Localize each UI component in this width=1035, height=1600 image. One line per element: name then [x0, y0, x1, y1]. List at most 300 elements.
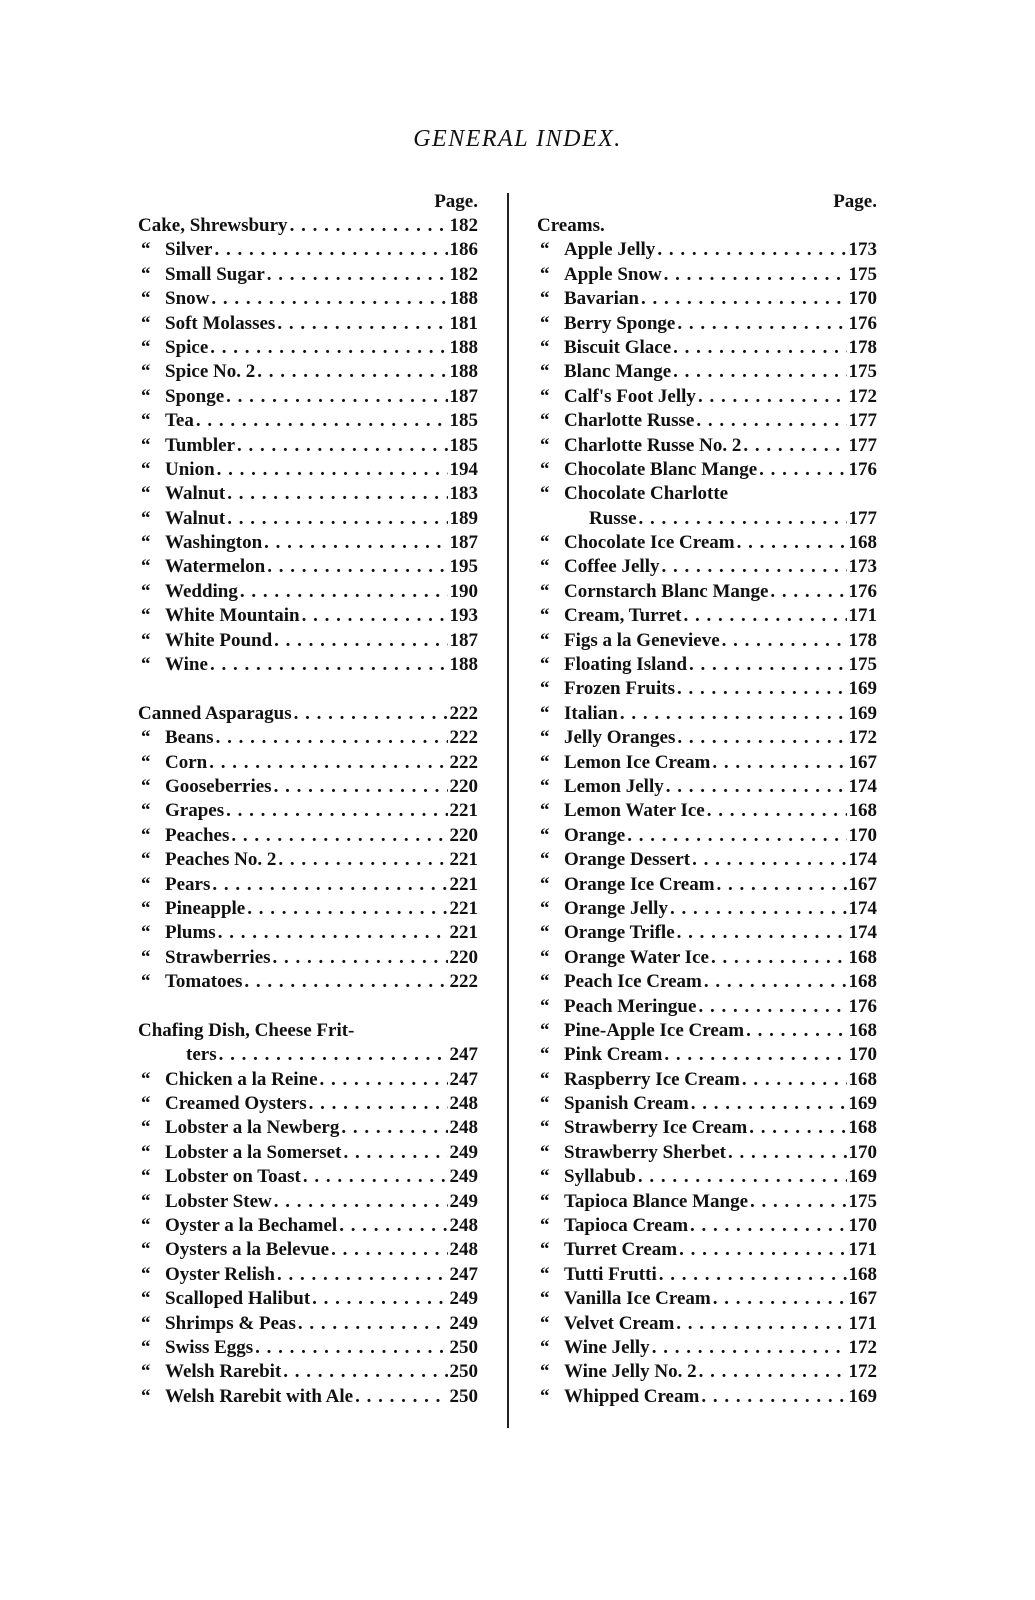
entry-page: 169	[848, 678, 877, 700]
index-entry	[537, 897, 877, 921]
index-entry	[537, 1263, 877, 1287]
entry-page: 169	[848, 1093, 877, 1115]
ditto-mark: “	[540, 1141, 550, 1163]
leader-dots	[226, 385, 447, 409]
leader-dots	[696, 409, 846, 433]
ditto-mark: “	[540, 385, 550, 407]
leader-dots	[691, 1092, 847, 1116]
entry-page: 220	[449, 946, 478, 968]
leader-dots	[746, 1019, 846, 1043]
index-entry	[138, 1385, 478, 1409]
leader-dots	[676, 1312, 846, 1336]
index-entry	[537, 970, 877, 994]
entry-page: 221	[449, 849, 478, 871]
entry-page: 170	[848, 1141, 877, 1163]
ditto-mark: “	[141, 483, 151, 505]
index-entry	[537, 1068, 877, 1092]
entry-text: Wine Jelly No. 2	[564, 1361, 697, 1383]
ditto-mark: “	[141, 727, 151, 749]
entry-page: 173	[848, 239, 877, 261]
ditto-mark: “	[141, 1263, 151, 1285]
entry-page: 183	[449, 483, 478, 505]
entry-page: 170	[848, 1215, 877, 1237]
entry-page: 177	[848, 410, 877, 432]
leader-dots	[638, 1165, 847, 1189]
leader-dots	[302, 604, 448, 628]
ditto-mark: “	[141, 312, 151, 334]
index-entry	[138, 1043, 478, 1067]
entry-page: 169	[848, 702, 877, 724]
entry-text: Plums	[165, 922, 216, 944]
entry-page: 188	[449, 288, 478, 310]
index-entry	[537, 1214, 877, 1238]
index-entry	[138, 458, 478, 482]
entry-text: Orange Ice Cream	[564, 873, 715, 895]
index-entry	[537, 482, 877, 506]
index-entry	[537, 702, 877, 726]
column-divider	[507, 193, 509, 1428]
entry-page: 170	[848, 288, 877, 310]
index-entry	[138, 629, 478, 653]
entry-text: Peach Ice Cream	[564, 971, 702, 993]
entry-text: Tea	[165, 410, 194, 432]
leader-dots	[677, 726, 846, 750]
leader-dots	[620, 702, 847, 726]
entry-text: Walnut	[165, 483, 226, 505]
entry-page: 176	[848, 458, 877, 480]
entry-text: Velvet Cream	[564, 1312, 675, 1334]
entry-text: Peach Meringue	[564, 995, 697, 1017]
entry-text: Oysters a la Belevue	[165, 1239, 330, 1261]
leader-dots	[274, 629, 447, 653]
entry-page: 220	[449, 824, 478, 846]
ditto-mark: “	[141, 873, 151, 895]
leader-dots	[274, 1190, 448, 1214]
index-entry	[537, 1141, 877, 1165]
entry-page: 172	[848, 1336, 877, 1358]
ditto-mark: “	[141, 263, 151, 285]
leader-dots	[627, 824, 846, 848]
entry-page: 222	[449, 751, 478, 773]
entry-text: Frozen Fruits	[564, 678, 675, 700]
leader-dots	[312, 1287, 447, 1311]
ditto-mark: “	[540, 1068, 550, 1090]
entry-text: Spice No. 2	[165, 361, 256, 383]
entry-page: 168	[848, 1068, 877, 1090]
ditto-mark: “	[141, 946, 151, 968]
ditto-mark: “	[540, 849, 550, 871]
ditto-mark: “	[540, 532, 550, 554]
ditto-mark: “	[540, 1215, 550, 1237]
entry-page: 222	[449, 702, 478, 724]
leader-dots	[749, 1116, 846, 1140]
entry-text: Cornstarch Blanc Mange	[564, 580, 769, 602]
ditto-mark: “	[540, 1288, 550, 1310]
index-entry	[537, 1385, 877, 1409]
entry-text: Washington	[165, 532, 263, 554]
leader-dots	[237, 434, 447, 458]
index-entry	[537, 360, 877, 384]
index-entry	[537, 238, 877, 262]
index-entry	[537, 1336, 877, 1360]
ditto-mark: “	[540, 434, 550, 456]
index-entry	[537, 1238, 877, 1262]
entry-page: 170	[848, 1044, 877, 1066]
index-entry	[138, 482, 478, 506]
leader-dots	[699, 1360, 847, 1384]
index-entry	[537, 1190, 877, 1214]
entry-text: Italian	[564, 702, 618, 724]
ditto-mark: “	[540, 1044, 550, 1066]
entry-page: 175	[848, 361, 877, 383]
entry-page: 182	[449, 263, 478, 285]
index-entry	[138, 555, 478, 579]
entry-text: Pears	[165, 873, 211, 895]
index-entry	[537, 1287, 877, 1311]
ditto-mark: “	[141, 1068, 151, 1090]
leader-dots	[226, 799, 447, 823]
index-entry	[138, 580, 478, 604]
leader-dots	[677, 677, 847, 701]
ditto-mark: “	[141, 1312, 151, 1334]
leader-dots	[227, 482, 447, 506]
entry-list	[138, 238, 478, 677]
entry-page: 194	[449, 458, 478, 480]
ditto-mark: “	[540, 1239, 550, 1261]
entry-text: Silver	[165, 239, 213, 261]
index-entry	[138, 360, 478, 384]
leader-dots	[664, 1043, 846, 1067]
ditto-mark: “	[141, 1190, 151, 1212]
entry-text: Scalloped Halibut	[165, 1288, 311, 1310]
entry-text: Strawberry Sherbet	[564, 1141, 726, 1163]
ditto-mark: “	[540, 678, 550, 700]
leader-dots	[298, 1312, 448, 1336]
entry-page: 168	[848, 971, 877, 993]
index-entry	[138, 507, 478, 531]
index-entry	[537, 531, 877, 555]
leader-dots	[216, 726, 448, 750]
leader-dots	[722, 629, 847, 653]
leader-dots	[209, 751, 447, 775]
leader-dots	[712, 751, 846, 775]
ditto-mark: “	[141, 775, 151, 797]
entry-text: Tapioca Cream	[564, 1215, 689, 1237]
entry-page: 176	[848, 580, 877, 602]
leader-dots	[217, 458, 448, 482]
entry-text: Turret Cream	[564, 1239, 678, 1261]
entry-page: 171	[848, 1312, 877, 1334]
ditto-mark: “	[141, 385, 151, 407]
entry-page: 188	[449, 336, 478, 358]
entry-text: White Pound	[165, 629, 273, 651]
leader-dots	[290, 214, 448, 238]
leader-dots	[711, 946, 847, 970]
entry-text: Lobster on Toast	[165, 1166, 301, 1188]
leader-dots	[770, 580, 846, 604]
entry-text: Wine	[165, 654, 208, 676]
index-entry	[537, 775, 877, 799]
entry-text: Syllabub	[564, 1166, 636, 1188]
leader-dots	[264, 531, 447, 555]
leader-dots	[341, 1116, 447, 1140]
leader-dots	[257, 360, 447, 384]
index-entry	[537, 385, 877, 409]
entry-page: 174	[848, 849, 877, 871]
leader-dots	[743, 434, 846, 458]
ditto-mark: “	[540, 1117, 550, 1139]
entry-page: 172	[848, 1361, 877, 1383]
entry-page: 222	[449, 727, 478, 749]
entry-text: Lobster Stew	[165, 1190, 272, 1212]
index-entry	[537, 946, 877, 970]
entry-text: Tapioca Blance Mange	[564, 1190, 749, 1212]
index-entry	[537, 1312, 877, 1336]
entry-text: Chicken a la Reine	[165, 1068, 318, 1090]
entry-page: 221	[449, 922, 478, 944]
entry-page: 175	[848, 1190, 877, 1212]
entry-text: Whipped Cream	[564, 1385, 700, 1407]
left-column	[138, 190, 478, 1434]
page-heading: Page.	[434, 191, 478, 212]
entry-text: Calf's Foot Jelly	[564, 385, 696, 407]
index-entry	[138, 531, 478, 555]
ditto-mark: “	[141, 1093, 151, 1115]
ditto-mark: “	[540, 1336, 550, 1358]
leader-dots	[343, 1141, 447, 1165]
entry-text: ters	[186, 1044, 217, 1066]
entry-text: Canned Asparagus	[138, 702, 292, 724]
ditto-mark: “	[141, 824, 151, 846]
ditto-mark: “	[540, 995, 550, 1017]
ditto-mark: “	[141, 580, 151, 602]
ditto-mark: “	[141, 1166, 151, 1188]
entry-text: Grapes	[165, 800, 225, 822]
entry-page: 187	[449, 629, 478, 651]
ditto-mark: “	[141, 288, 151, 310]
entry-page: 193	[449, 605, 478, 627]
index-entry	[138, 1141, 478, 1165]
entry-page: 167	[848, 873, 877, 895]
index-entry	[138, 653, 478, 677]
ditto-mark: “	[540, 361, 550, 383]
ditto-mark: “	[540, 336, 550, 358]
entry-page: 189	[449, 507, 478, 529]
entry-page: 178	[848, 629, 877, 651]
entry-text: Chocolate Ice Cream	[564, 532, 735, 554]
index-entry	[138, 946, 478, 970]
entry-text: Soft Molasses	[165, 312, 276, 334]
entry-text: Apple Jelly	[564, 239, 656, 261]
entry-page: 249	[449, 1312, 478, 1334]
index-entry	[537, 287, 877, 311]
index-entry	[537, 1019, 877, 1043]
leader-dots	[331, 1238, 447, 1262]
entry-page: 220	[449, 775, 478, 797]
index-entry	[138, 287, 478, 311]
ditto-mark: “	[540, 1019, 550, 1041]
leader-dots	[240, 580, 448, 604]
entry-text: Vanilla Ice Cream	[564, 1288, 711, 1310]
right-column	[537, 190, 877, 1409]
index-entry	[537, 751, 877, 775]
entry-text: Chocolate Blanc Mange	[564, 458, 758, 480]
leader-dots	[692, 848, 846, 872]
entry-text: Orange Water Ice	[564, 946, 709, 968]
ditto-mark: “	[540, 556, 550, 578]
leader-dots	[211, 287, 447, 311]
leader-dots	[652, 1336, 847, 1360]
ditto-mark: “	[141, 897, 151, 919]
entry-list	[138, 726, 478, 994]
ditto-mark: “	[540, 946, 550, 968]
ditto-mark: “	[141, 1361, 151, 1383]
entry-text: Lemon Jelly	[564, 775, 664, 797]
leader-dots	[212, 873, 447, 897]
entry-page: 249	[449, 1141, 478, 1163]
ditto-mark: “	[141, 1239, 151, 1261]
entry-text: Cream, Turret	[564, 605, 682, 627]
index-entry	[537, 1165, 877, 1189]
ditto-mark: “	[540, 458, 550, 480]
index-entry	[138, 1165, 478, 1189]
index-entry	[138, 409, 478, 433]
ditto-mark: “	[141, 1336, 151, 1358]
entry-page: 173	[848, 556, 877, 578]
leader-dots	[666, 775, 847, 799]
ditto-mark: “	[141, 1288, 151, 1310]
leader-dots	[677, 921, 847, 945]
ditto-mark: “	[540, 605, 550, 627]
entry-text: Peaches	[165, 824, 230, 846]
ditto-mark: “	[141, 849, 151, 871]
entry-text: Blanc Mange	[564, 361, 672, 383]
ditto-mark: “	[540, 629, 550, 651]
entry-page: 176	[848, 312, 877, 334]
index-entry	[537, 580, 877, 604]
leader-dots	[664, 263, 847, 287]
leader-dots	[244, 970, 447, 994]
ditto-mark: “	[141, 556, 151, 578]
index-entry	[537, 458, 877, 482]
entry-text: Sponge	[165, 385, 225, 407]
ditto-mark: “	[141, 1117, 151, 1139]
entry-text: Pine-Apple Ice Cream	[564, 1019, 745, 1041]
ditto-mark: “	[540, 654, 550, 676]
index-entry	[537, 312, 877, 336]
index-entry	[138, 214, 478, 238]
index-entry	[138, 1116, 478, 1140]
leader-dots	[215, 238, 448, 262]
entry-text: Russe	[589, 507, 637, 529]
index-entry	[537, 921, 877, 945]
leader-dots	[689, 653, 846, 677]
index-entry	[537, 409, 877, 433]
entry-page: 247	[449, 1044, 478, 1066]
entry-page: 247	[449, 1263, 478, 1285]
entry-page: 188	[449, 361, 478, 383]
ditto-mark: “	[540, 1361, 550, 1383]
entry-page: 248	[449, 1093, 478, 1115]
leader-dots	[320, 1068, 448, 1092]
entry-page: 168	[848, 946, 877, 968]
entry-text: Peaches No. 2	[165, 849, 277, 871]
entry-page: 167	[848, 1288, 877, 1310]
entry-text: Orange	[564, 824, 626, 846]
index-entry	[138, 1336, 478, 1360]
entry-text: Tomatoes	[165, 971, 243, 993]
index-entry	[138, 970, 478, 994]
leader-dots	[247, 897, 447, 921]
leader-dots	[684, 604, 847, 628]
leader-dots	[673, 360, 846, 384]
entry-page: 250	[449, 1361, 478, 1383]
entry-page: 174	[848, 897, 877, 919]
index-entry	[537, 604, 877, 628]
ditto-mark: “	[540, 1190, 550, 1212]
index-entry	[138, 336, 478, 360]
ditto-mark: “	[540, 410, 550, 432]
ditto-mark: “	[540, 873, 550, 895]
entry-page: 170	[848, 824, 877, 846]
entry-page: 195	[449, 556, 478, 578]
index-entry	[138, 726, 478, 750]
ditto-mark: “	[540, 312, 550, 334]
entry-text: Union	[165, 458, 215, 480]
entry-page: 248	[449, 1239, 478, 1261]
ditto-mark: “	[540, 288, 550, 310]
entry-text: Berry Sponge	[564, 312, 676, 334]
leader-dots	[707, 799, 847, 823]
entry-text: Small Sugar	[165, 263, 265, 285]
entry-page: 176	[848, 995, 877, 1017]
entry-text: Swiss Eggs	[165, 1336, 254, 1358]
entry-text: Lobster a la Newberg	[165, 1117, 340, 1139]
entry-page: 247	[449, 1068, 478, 1090]
ditto-mark: “	[141, 605, 151, 627]
index-entry	[138, 238, 478, 262]
entry-text: Charlotte Russe	[564, 410, 695, 432]
leader-dots	[277, 1263, 448, 1287]
leader-dots	[219, 1043, 448, 1067]
entry-page: 172	[848, 385, 877, 407]
entry-page: 177	[848, 434, 877, 456]
ditto-mark: “	[540, 1385, 550, 1407]
ditto-mark: “	[141, 922, 151, 944]
leader-dots	[355, 1385, 447, 1409]
entry-text: Lemon Ice Cream	[564, 751, 711, 773]
index-entry	[537, 995, 877, 1019]
ditto-mark: “	[540, 897, 550, 919]
page-title: GENERAL INDEX.	[413, 126, 622, 152]
entry-page: 174	[848, 775, 877, 797]
index-entry	[537, 799, 877, 823]
ditto-mark: “	[141, 751, 151, 773]
entry-list	[537, 531, 877, 1409]
entry-text: Jelly Oranges	[564, 727, 676, 749]
index-entry	[138, 897, 478, 921]
entry-text: Welsh Rarebit	[165, 1361, 282, 1383]
leader-dots	[750, 1190, 846, 1214]
entry-text: Snow	[165, 288, 210, 310]
entry-text: Oyster Relish	[165, 1263, 275, 1285]
index-entry	[138, 312, 478, 336]
index-entry	[537, 848, 877, 872]
leader-dots	[661, 555, 846, 579]
ditto-mark: “	[540, 239, 550, 261]
leader-dots	[231, 824, 447, 848]
leader-dots	[303, 1165, 448, 1189]
